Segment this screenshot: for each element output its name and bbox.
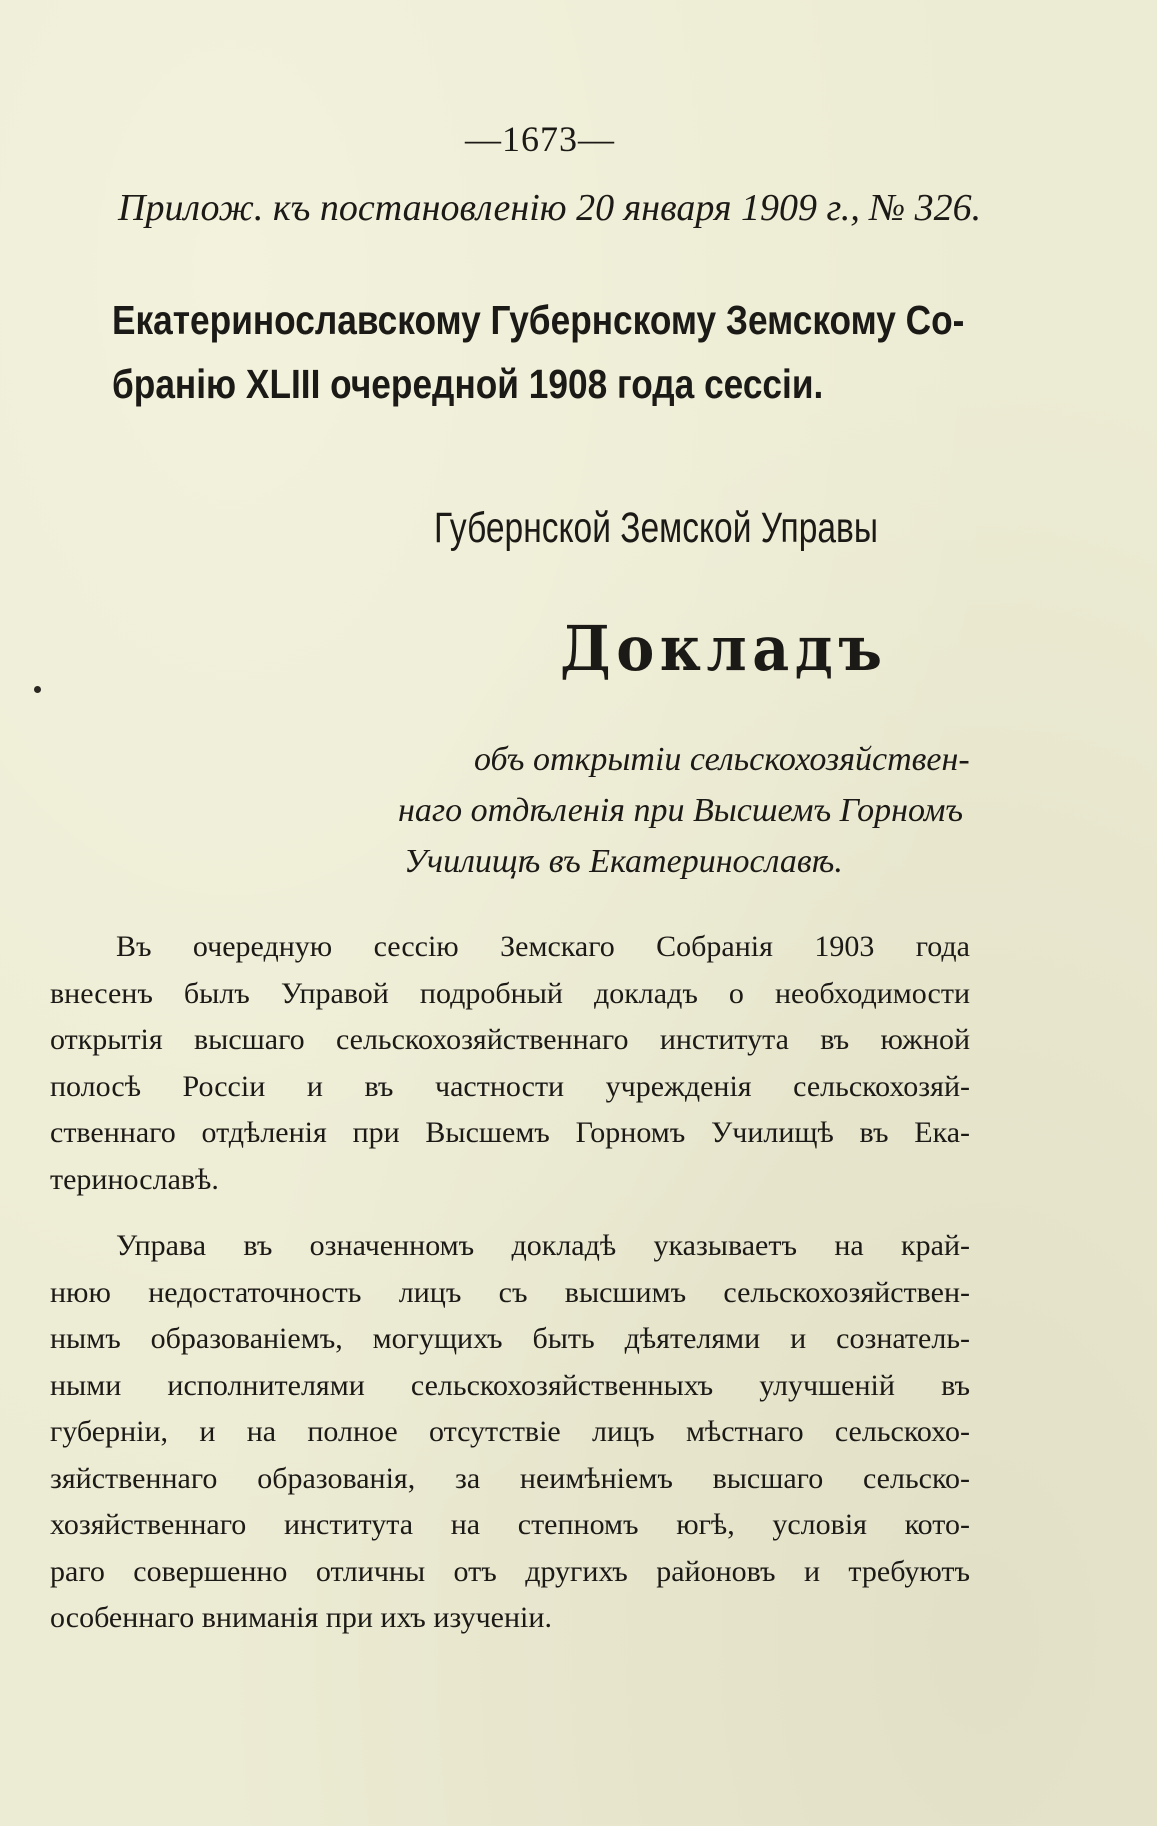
paragraph-gap [50, 1203, 970, 1223]
paragraph-1 [50, 924, 970, 1203]
addressee-heading [112, 288, 965, 416]
subject-line: объ открытіи сельскохозяйствен- [474, 741, 970, 778]
text-line: нюю недостаточность лицъ съ высшимъ сельскохозяйствен- [50, 1275, 970, 1309]
text-line: губерніи, и на полное отсутствіе лицъ мѣстнаго сельскохо- [50, 1415, 970, 1448]
text-line: особеннаго вниманія при ихъ изученіи. [50, 1601, 552, 1634]
text-line: ственнаго отдѣленія при Высшемъ Горномъ Училищѣ въ Ека- [50, 1116, 970, 1149]
text-line: открытія высшаго сельскохозяйственнаго института въ южной [50, 1023, 970, 1056]
addressee-line: бранію XLIII очередной 1908 года сессіи. [112, 361, 824, 407]
text-line: Управа въ означенномъ докладѣ указываетъ на край- [116, 1229, 970, 1262]
document-title: Докладъ [560, 612, 888, 685]
report-subject [390, 734, 990, 887]
text-line: хозяйственнаго института на степномъ югѣ, условія кото- [50, 1508, 970, 1541]
text-line: Въ очередную сессію Земскаго Собранія 1903 года [116, 930, 970, 963]
text-line: теринославѣ. [50, 1162, 219, 1196]
issuer-heading: Губернской Земской Управы [434, 504, 878, 552]
text-line: зяйственнаго образованія, за неимѣніемъ высшаго сельско- [50, 1461, 970, 1495]
text-line: раго совершенно отличны отъ другихъ районовъ и требуютъ [50, 1554, 970, 1588]
addressee-line: Екатеринославскому Губернскому Земскому Со- [112, 297, 965, 343]
text-line: внесенъ былъ Управой подробный докладъ о необходимости [50, 976, 970, 1010]
subject-line: наго отдѣленія при Высшемъ Горномъ [398, 792, 964, 829]
subject-line: Училищѣ въ Екатеринославѣ. [404, 843, 843, 880]
body-text [50, 924, 970, 1642]
appendix-reference: Прилож. къ постановленію 20 января 1909 г., № 326. [118, 187, 982, 229]
page-number: —1673— [465, 119, 615, 159]
ink-blemish [34, 686, 41, 693]
text-line: полосѣ Россіи и въ частности учрежденія сельскохозяй- [50, 1069, 970, 1103]
text-line: нымъ образованіемъ, могущихъ быть дѣятелями и сознатель- [50, 1322, 970, 1355]
paragraph-2 [50, 1223, 970, 1642]
text-line: ными исполнителями сельскохозяйственныхъ улучшеній въ [50, 1368, 970, 1402]
